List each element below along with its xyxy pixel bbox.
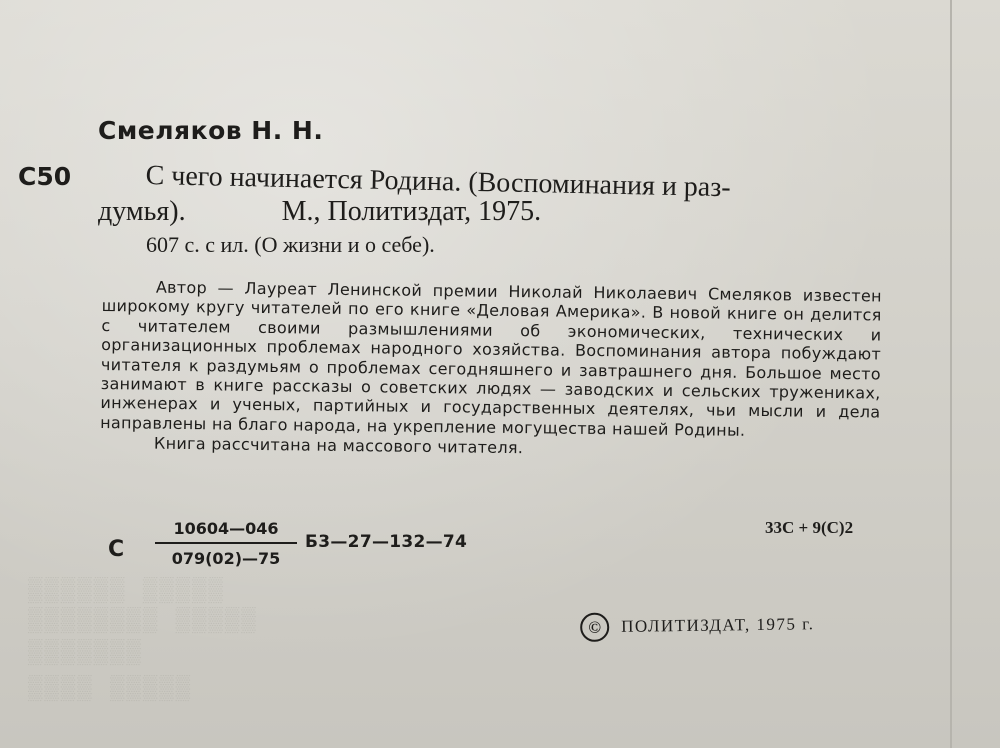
copyright-text: ПОЛИТИЗДАТ, 1975 г. xyxy=(621,614,815,636)
show-through-line: ▒▒▒▒▒▒▒▒ ▒▒▒▒▒ xyxy=(28,608,258,635)
fraction-numerator: 10604—046 xyxy=(155,519,297,544)
show-through-line: ▒▒▒▒▒▒ ▒▒▒▒▒ xyxy=(28,578,225,605)
annotation-paragraph: Автор — Лауреат Ленинской премии Николай Николаевич Смеляков известен широкому кругу читателей по его книге «Деловая Америка». В новой книге он делится с читателем своими размышлениями об экономических, технических и организационных проблемах народного хозяйства. Воспоминания автора побуждают читателя к раздумьям о проблемах сегодняшнего и завтрашнего дня. Большое место занимают в книге рассказы о советских людях — заводских и сельских тружениках, инженерах и ученых, партийных и государственных деятелях, чьи мысли и дела направлены на благо народа, на укрепление могущества нашей Родины. xyxy=(100,277,882,440)
title-line-1: С чего начинается Родина. (Воспоминания и раз- xyxy=(145,160,731,204)
title-continuation: думья). xyxy=(98,196,186,227)
annotation-paragraph: Книга рассчитана на массового читателя. xyxy=(153,433,524,458)
classification-letter: С xyxy=(108,537,125,562)
show-through-line: ▒▒▒▒▒▒▒ xyxy=(28,640,143,667)
physical-description: 607 с. с ил. (О жизни и о себе). xyxy=(146,232,435,257)
index-code: С50 xyxy=(18,162,72,191)
imprint: М., Политиздат, 1975. xyxy=(281,196,542,227)
show-through-line: ▒▒▒▒ ▒▒▒▒▒ xyxy=(28,676,193,703)
classification-code: Б3—27—132—74 xyxy=(305,532,468,552)
classification-fraction xyxy=(155,519,297,568)
annotation xyxy=(100,277,882,462)
fraction-denominator: 079(02)—75 xyxy=(171,549,281,568)
udc-code: 33С + 9(С)2 xyxy=(765,518,854,537)
page-edge xyxy=(950,0,952,748)
copyright-line xyxy=(580,610,815,642)
author-heading: Смеляков Н. Н. xyxy=(98,116,324,145)
title-line-2 xyxy=(98,196,541,228)
copyright-icon: © xyxy=(580,613,609,642)
